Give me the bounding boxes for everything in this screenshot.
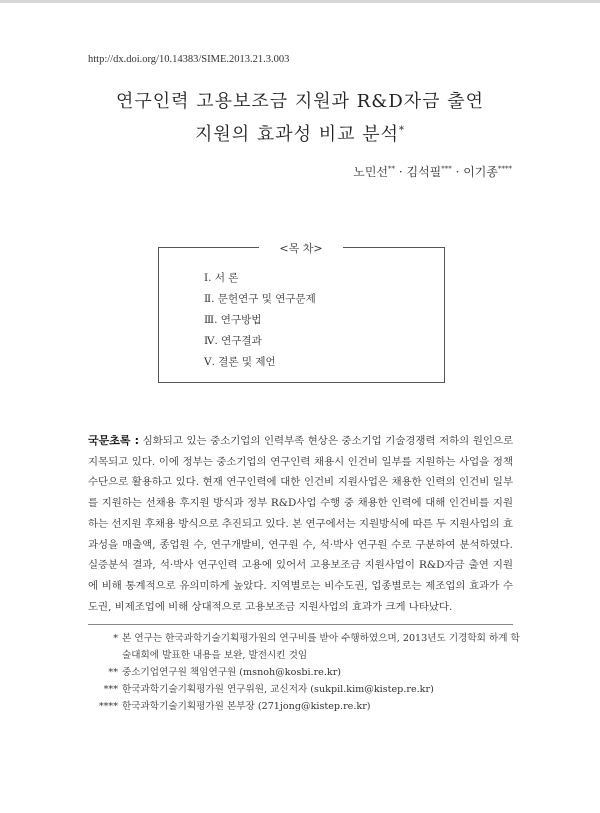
title-footnote-mark: * xyxy=(399,125,406,136)
toc-title: <목 차> xyxy=(259,240,343,256)
author-name: 노민선 xyxy=(353,165,389,179)
toc-item: Ⅴ. 결론 및 제언 xyxy=(204,356,276,368)
title-line-2 xyxy=(60,116,540,149)
author-separator: · xyxy=(395,165,407,179)
author-list xyxy=(353,163,512,180)
author-mark: *** xyxy=(441,165,452,173)
table-of-contents xyxy=(158,242,445,383)
toc-list xyxy=(204,268,316,373)
footnote xyxy=(88,681,528,698)
footnote xyxy=(88,698,528,715)
author-name: 김석필 xyxy=(406,165,442,179)
toc-item: Ⅳ. 연구결과 xyxy=(204,335,262,347)
footnote-mark: *** xyxy=(103,684,118,695)
footnote-text: 중소기업연구원 책임연구원 (msnoh@kosbi.re.kr) xyxy=(122,667,342,678)
footnote-text: 본 연구는 한국과학기술기획평가원의 연구비를 받아 수행하였으며, 2013년도 기경학회 하계 학술대회에 발표한 내용을 보완, 발전시킨 것임 xyxy=(122,633,520,661)
footnote-text: 한국과학기술기획평가원 연구위원, 교신저자 (sukpil.kim@kistep.re.kr) xyxy=(122,684,434,695)
abstract-text: 심화되고 있는 중소기업의 인력부족 현상은 중소기업 기술경쟁력 저하의 원인으로 지목되고 있다. 이에 정부는 중소기업의 연구인력 채용시 인건비 일부를 지원하는 사업을 정책수단으로 활용하고 있다. 현재 연구인력에 대한 인건비 지원사업은 채용한 인력의 인건비 일부를 지원하는 선채용 후지원 방식과 정부 R&D사업 수행 중 채용한 인력에 대해 인건비를 지원하는 선지원 후채용 방식으로 추진되고 있다. 본 연구에서는 지원방식에 따른 두 지원사업의 효과성을 매출액, 종업원 수, 연구개발비, 연구원 수, 석·박사 연구원 수로 구분하여 분석하였다. 실증분석 결과, 석·박사 연구인력 고용에 있어서 고용보조금 지원사업이 R&D자금 출연 지원에 비해 통계적으로 유의미하게 높았다. 지역별로는 비수도권, 업종별로는 제조업의 효과가 수도권, 비제조업에 비해 상대적으로 고용보조금 지원사업의 효과가 크게 나타났다. xyxy=(88,435,513,613)
toc-item: Ⅱ. 문헌연구 및 연구문제 xyxy=(204,293,316,305)
footnote-mark: * xyxy=(113,633,118,644)
footnotes xyxy=(88,630,528,715)
footnote-mark: ** xyxy=(108,667,118,678)
toc-item: Ⅲ. 연구방법 xyxy=(204,314,262,326)
top-border xyxy=(0,0,600,3)
title-line-2-text: 지원의 효과성 비교 분석 xyxy=(194,124,400,145)
author-name: 이기종 xyxy=(463,165,498,179)
author-mark: **** xyxy=(498,165,512,173)
title-line-1: 연구인력 고용보조금 지원과 R&D자금 출연 xyxy=(115,91,485,112)
footnote xyxy=(88,630,528,664)
footnote-divider xyxy=(88,624,513,625)
doi-link[interactable]: http://dx.doi.org/10.14383/SIME.2013.21.3.003 xyxy=(88,54,290,65)
korean-abstract xyxy=(88,431,513,617)
toc-item: Ⅰ. 서 론 xyxy=(204,272,239,284)
abstract-label: 국문초록 : xyxy=(88,434,140,447)
footnote xyxy=(88,664,528,681)
paper-title xyxy=(60,87,540,149)
author-mark: ** xyxy=(388,165,396,173)
footnote-text: 한국과학기술기획평가원 본부장 (271jong@kistep.re.kr) xyxy=(122,701,371,712)
author-separator: · xyxy=(451,165,464,179)
footnote-mark: **** xyxy=(98,701,118,712)
